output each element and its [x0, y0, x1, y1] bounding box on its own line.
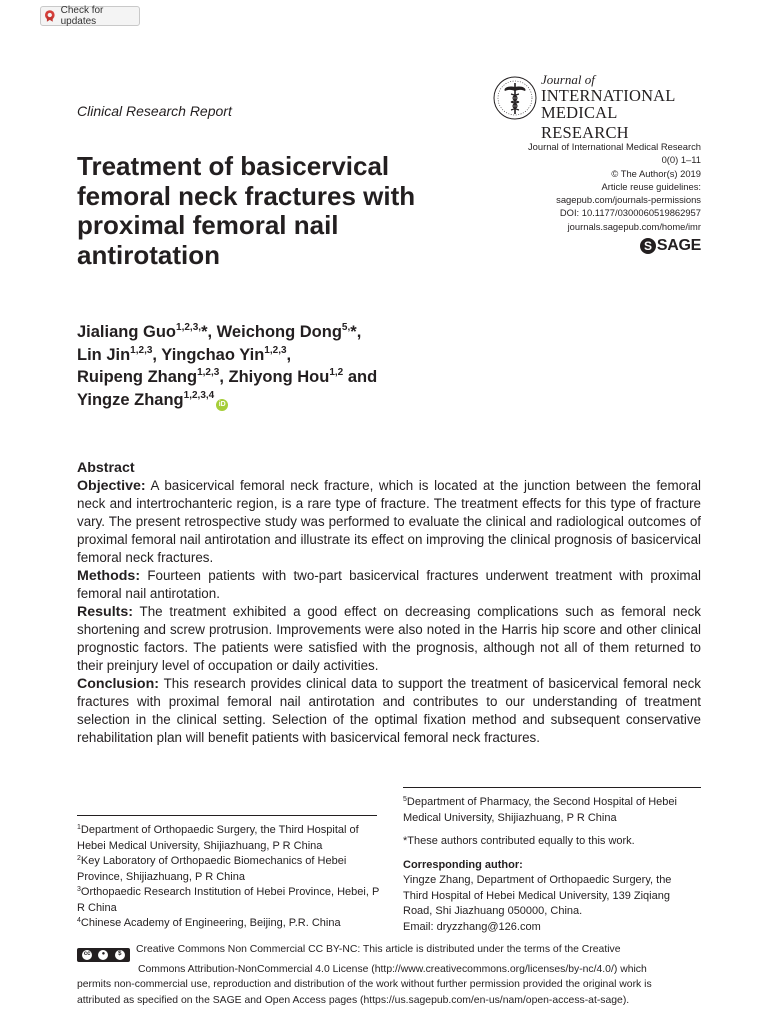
affiliations-right	[403, 795, 703, 935]
sage-s-icon: S	[640, 238, 656, 254]
license-line-2	[77, 962, 702, 978]
corresponding-line-3: Road, Shi Jiazhuang 050000, China.	[403, 905, 583, 917]
author-name[interactable]: Weichong Dong	[216, 323, 342, 341]
license-line-1: Creative Commons Non Commercial CC BY-NC: This article is distributed under the terms of the Creative	[136, 944, 621, 955]
author-name[interactable]: Zhiyong Hou	[228, 368, 330, 386]
author-separator: and	[343, 368, 378, 386]
results-text: The treatment exhibited a good effect on decreasing complications such as femoral neck shortening and screw protrusion. Improvements were also noted in the Harris hip score and other clinical prognostic factors. The patients were satisfied with the prognosis, although not all of them returned to their preinjury level of occupation or daily activities.	[77, 604, 701, 673]
license-line-2-text: Commons Attribution-NonCommercial 4.0 License (http://www.creativecommons.org/licenses/by-nc/4.0/) which	[138, 963, 647, 975]
check-for-updates-button[interactable]	[40, 6, 140, 26]
sage-logo	[640, 237, 701, 255]
methods-text: Fourteen patients with two-part basicervical fractures underwent treatment with proximal femoral nail antirotation.	[77, 568, 701, 601]
orcid-icon[interactable]: iD	[216, 399, 228, 411]
author-affiliation-sup: 1,2,3,	[176, 322, 202, 333]
by-icon: ●	[98, 950, 108, 960]
license-line-4: attributed as specified on the SAGE and Open Access pages (https://us.sagepub.com/en-us/nam/open-access-at-sage).	[77, 994, 630, 1006]
reuse-guidelines: Article reuse guidelines:	[601, 180, 701, 192]
doi[interactable]: DOI: 10.1177/0300060519862957	[559, 207, 701, 219]
affiliation-5-number: 5	[403, 796, 407, 803]
author-affiliation-sup: 1,2,3	[197, 367, 220, 378]
update-ribbon-icon	[44, 10, 56, 22]
journal-logo	[493, 72, 703, 142]
author-name[interactable]: Ruipeng Zhang	[77, 368, 198, 386]
author-affiliation-sup: 5,	[341, 322, 351, 333]
journal-home-link[interactable]: journals.sagepub.com/home/imr	[567, 220, 701, 232]
cc-by-nc-badge[interactable]	[77, 948, 130, 962]
affiliation-5-text: Department of Pharmacy, the Second Hospital of Hebei Medical University, Shijiazhuang, P R China	[403, 796, 677, 824]
author-name[interactable]: Jialiang Guo	[77, 323, 177, 341]
conclusion-text: This research provides clinical data to support the treatment of basicervical femoral neck fractures with proximal femoral nail antirotation and contributes to our understanding of treatment selection in the clinical setting. Selection of the optimal fixation method and subsequent conservative rehabilitation plan will benefit patients with basicervical femoral neck fractures.	[77, 676, 702, 745]
equal-contribution-note: *These authors contributed equally to this work.	[403, 835, 635, 847]
author-separator: ,	[219, 368, 229, 386]
sage-label: SAGE	[656, 237, 701, 254]
license-line-3: permits non-commercial use, reproduction and distribution of the work without further permission provided the original work is	[77, 979, 652, 991]
copyright: © The Author(s) 2019	[611, 167, 701, 179]
abstract	[77, 459, 701, 747]
logo-line-1: Journal of	[541, 72, 595, 87]
affiliation-3	[77, 885, 387, 916]
author-separator: ,	[207, 323, 217, 341]
affiliation-5	[403, 795, 703, 826]
corresponding-line-1: Yingze Zhang, Department of Orthopaedic Surgery, the	[403, 874, 672, 886]
abstract-heading: Abstract	[77, 460, 135, 476]
journal-info	[421, 140, 701, 233]
affiliation-number: 3	[77, 886, 81, 893]
check-for-updates-label: Check for updates	[60, 5, 104, 27]
author-separator: ,	[356, 323, 362, 341]
author-separator: ,	[286, 345, 292, 364]
methods-label: Methods:	[77, 568, 141, 584]
abstract-objective	[77, 477, 701, 567]
affiliation-number: 1	[77, 824, 81, 831]
logo-line-2: INTERNATIONAL	[541, 86, 676, 105]
corresponding-author-label: Corresponding author:	[403, 858, 523, 871]
affiliations-left	[77, 823, 387, 932]
logo-line-3: MEDICAL RESEARCH	[541, 103, 629, 142]
affiliation-2	[77, 854, 387, 885]
objective-text: A basicervical femoral neck fracture, which is located at the junction between the femoral neck and intertrochanteric region, is a rare type of fracture. The treatment effects for this type of fracture vary. The present retrospective study was performed to evaluate the clinical and radiological outcomes of proximal femoral nail antirotation and illustrate its effect on improving the clinical prognosis of basicervical femoral neck fractures.	[77, 478, 701, 565]
journal-issue: 0(0) 1–11	[661, 154, 701, 166]
author-name[interactable]: Yingchao Yin	[161, 345, 265, 364]
affiliation-text: Chinese Academy of Engineering, Beijing, P.R. China	[80, 917, 341, 929]
author-affiliation-sup: 1,2	[329, 367, 344, 378]
author-name[interactable]: Yingze Zhang	[77, 390, 184, 409]
results-label: Results:	[77, 604, 133, 620]
affiliation-text: Department of Orthopaedic Surgery, the Third Hospital of Hebei Medical University, Shijiazhuang, P R China	[77, 824, 359, 852]
license-line-1-row	[77, 942, 702, 962]
abstract-results	[77, 603, 701, 675]
affiliation-text: Orthopaedic Research Institution of Hebei Province, Hebei, P R China	[77, 886, 380, 914]
article-title: Treatment of basicervical femoral neck fractures with proximal femoral nail antirotation	[77, 151, 416, 270]
abstract-methods	[77, 567, 701, 603]
objective-label: Objective:	[77, 478, 146, 494]
author-name[interactable]: Lin Jin	[77, 345, 131, 364]
report-type: Clinical Research Report	[77, 103, 232, 119]
affiliation-number: 2	[77, 855, 81, 862]
abstract-conclusion	[77, 675, 701, 747]
footnote-rule-right	[403, 787, 701, 788]
nc-icon: $	[115, 950, 125, 960]
author-affiliation-sup: 1,2,3	[264, 344, 287, 356]
author-affiliation-sup: 1,2,3,4	[183, 389, 215, 401]
affiliation-4	[77, 916, 387, 932]
affiliation-1	[77, 823, 387, 854]
affiliation-text: Key Laboratory of Orthopaedic Biomechanics of Hebei Province, Shijiazhuang, P R China	[77, 855, 347, 883]
affiliation-number: 4	[77, 917, 81, 924]
author-equal-mark: *	[350, 323, 357, 341]
corresponding-line-2: Third Hospital of Hebei Medical University, 139 Ziqiang	[403, 889, 670, 902]
corresponding-email[interactable]: Email: dryzzhang@126.com	[403, 920, 541, 933]
caduceus-seal-icon	[493, 76, 537, 120]
license-block	[77, 942, 702, 1008]
reuse-link[interactable]: sagepub.com/journals-permissions	[556, 194, 701, 206]
cc-icon: cc	[82, 950, 92, 960]
journal-name: Journal of International Medical Research	[527, 141, 701, 152]
author-list	[77, 321, 437, 411]
author-separator: ,	[152, 345, 162, 364]
author-affiliation-sup: 1,2,3	[130, 344, 153, 356]
author-equal-mark: *	[201, 323, 208, 341]
conclusion-label: Conclusion:	[77, 676, 159, 692]
footnote-rule-left	[77, 815, 377, 816]
